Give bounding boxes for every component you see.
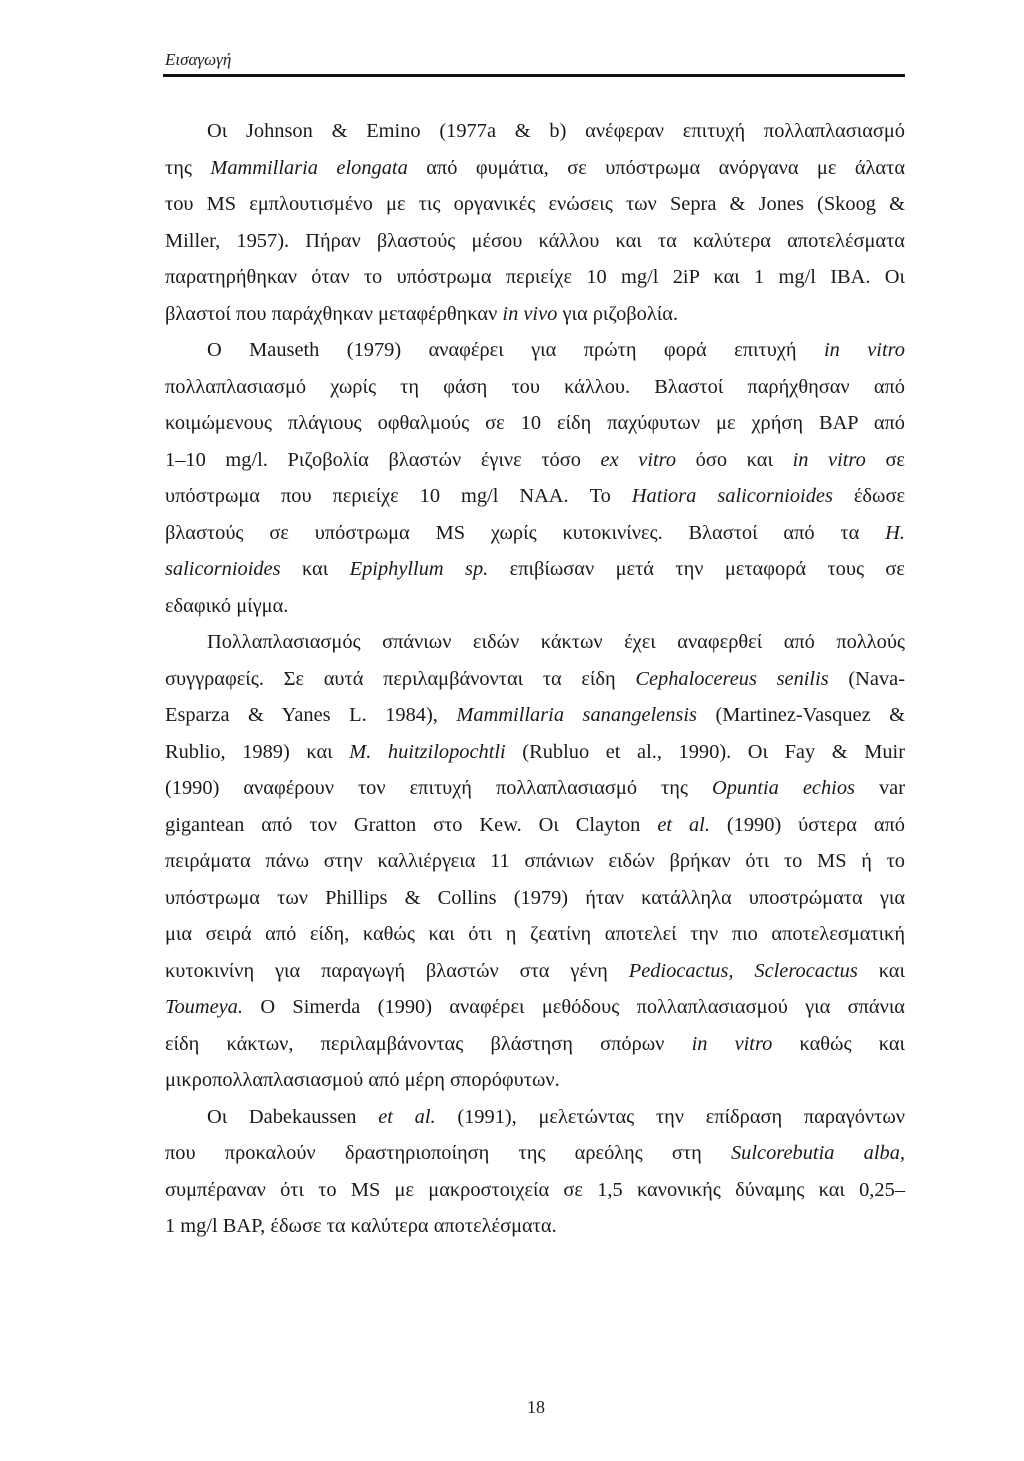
text-segment: 1–10 mg/l. Ριζοβολία βλαστών έγινε τόσο (165, 448, 601, 471)
text-line (165, 661, 905, 698)
document-body (165, 113, 905, 1245)
text-line (165, 1208, 905, 1245)
text-line (165, 697, 905, 734)
text-segment: συγγραφείς. Σε αυτά περιλαμβάνονται τα είδη (165, 667, 636, 690)
text-segment: του MS εμπλουτισμένο με τις οργανικές ενώσεις των Sepra & Jones (Skoog & (165, 193, 905, 215)
text-segment: σε (865, 448, 905, 471)
paragraph (165, 624, 905, 1099)
text-line (165, 259, 905, 296)
text-segment: 1 mg/l BAP, έδωσε τα καλύτερα αποτελέσματα. (165, 1215, 557, 1237)
italic-text: in vitro (792, 448, 866, 471)
text-line (165, 150, 905, 187)
text-line (165, 515, 905, 552)
text-segment: όσο και (676, 448, 793, 471)
text-segment: παρατηρήθηκαν όταν το υπόστρωμα περιείχε 10 mg/l 2iP και 1 mg/l IBA. Οι (165, 266, 905, 288)
text-segment: και (280, 558, 350, 580)
italic-text: Hatiora salicornioides (631, 485, 833, 507)
text-line (165, 989, 905, 1026)
text-line (165, 1135, 905, 1172)
text-segment: Πολλαπλασιασμός σπάνιων ειδών κάκτων έχει αναφερθεί από πολλούς (207, 631, 905, 653)
italic-text: Epiphyllum sp. (349, 558, 489, 580)
text-segment: που προκαλούν δραστηριοποίηση της αρεόλης στη (165, 1142, 731, 1164)
italic-text: in vitro (823, 339, 905, 361)
text-segment: της (165, 156, 211, 179)
italic-text: Toumeya. (165, 996, 243, 1018)
text-line (165, 807, 905, 844)
section-header-title: Εισαγωγή (165, 50, 232, 69)
text-segment: var (854, 777, 906, 799)
page-number: 18 (527, 1397, 545, 1417)
text-line (165, 442, 905, 479)
italic-text: H. (885, 521, 905, 544)
text-line (165, 186, 905, 223)
text-line (165, 1099, 905, 1136)
text-segment: κοιμώμενους πλάγιους οφθαλμούς σε 10 είδη παχύφυτων με χρήση BAP από (165, 412, 905, 434)
text-segment: (Nava- (828, 667, 905, 690)
text-segment: Rublio, 1989) και (165, 740, 350, 763)
text-line (165, 296, 905, 333)
text-segment: και (857, 959, 905, 982)
text-segment: είδη κάκτων, περιλαμβάνοντας βλάστηση σπόρων (165, 1032, 692, 1055)
text-line (165, 916, 905, 953)
text-segment: συμπέραναν ότι το MS με μακροστοιχεία σε 1,5 κανονικής δύναμης και 0,25– (165, 1178, 905, 1201)
italic-text: Cephalocereus senilis (635, 667, 829, 690)
italic-text: Mammillaria elongata (210, 156, 408, 179)
text-segment: Esparza & Yanes L. 1984), (165, 704, 457, 726)
text-segment: πειράματα πάνω στην καλλιέργεια 11 σπάνιων ειδών βρήκαν ότι το MS ή το (165, 850, 905, 872)
text-segment: (1990) αναφέρουν τον επιτυχή πολλαπλασιασμό της (165, 777, 713, 799)
italic-text: Sulcorebutia alba, (730, 1142, 905, 1164)
text-segment: κυτοκινίνη για παραγωγή βλαστών στα γένη (165, 959, 629, 982)
text-line (165, 880, 905, 917)
text-segment: Ο Simerda (1990) αναφέρει μεθόδους πολλαπλασιασμού για σπάνια (242, 996, 905, 1018)
text-line (165, 734, 905, 771)
text-segment: έδωσε (832, 485, 906, 507)
text-segment: πολλαπλασιασμό χωρίς τη φάση του κάλλου. Βλαστοί παρήχθησαν από (165, 375, 905, 398)
text-line (165, 588, 905, 625)
text-segment: υπόστρωμα που περιείχε 10 mg/l NAA. Το (165, 485, 632, 507)
text-segment: επιβίωσαν μετά την μεταφορά τους σε (488, 558, 905, 580)
text-line (165, 1026, 905, 1063)
text-line (165, 223, 905, 260)
text-segment: Ο Mauseth (1979) αναφέρει για πρώτη φορά επιτυχή (207, 339, 824, 361)
italic-text: Opuntia echios (712, 777, 855, 799)
text-line (165, 770, 905, 807)
text-segment: καθώς και (772, 1032, 905, 1055)
italic-text: in vitro (691, 1032, 773, 1055)
text-segment: μια σειρά από είδη, καθώς και ότι η ζεατίνη αποτελεί την πιο αποτελεσματική (165, 923, 905, 945)
text-segment: Οι Johnson & Emino (1977a & b) ανέφεραν επιτυχή πολλαπλασιασμό (207, 120, 905, 142)
italic-text: in vivo (502, 302, 558, 325)
italic-text: salicornioides (165, 558, 281, 580)
header-divider (163, 74, 905, 77)
text-segment: Miller, 1957). Πήραν βλαστούς μέσου κάλλου και τα καλύτερα αποτελέσματα (165, 229, 905, 252)
italic-text: M. huitzilopochtli (349, 740, 506, 763)
text-line (165, 953, 905, 990)
italic-text: Mammillaria sanangelensis (456, 704, 697, 726)
paragraph (165, 113, 905, 332)
text-line (165, 1062, 905, 1099)
text-line (165, 551, 905, 588)
text-segment: βλαστούς σε υπόστρωμα MS χωρίς κυτοκινίνες. Βλαστοί από τα (165, 521, 886, 544)
text-segment: Οι Dabekaussen (207, 1105, 379, 1128)
paragraph (165, 1099, 905, 1245)
italic-text: et al. (657, 813, 710, 836)
text-line (165, 624, 905, 661)
text-line (165, 332, 905, 369)
text-segment: βλαστοί που παράχθηκαν μεταφέρθηκαν (165, 302, 503, 325)
text-line (165, 478, 905, 515)
paragraph (165, 332, 905, 624)
text-segment: (Rubluo et al., 1990). Οι Fay & Muir (505, 740, 905, 763)
text-segment: για ριζοβολία. (557, 302, 678, 325)
text-segment: μικροπολλαπλασιασμού από μέρη σπορόφυτων. (165, 1069, 560, 1091)
italic-text: ex vitro (600, 448, 677, 471)
text-line (165, 1172, 905, 1209)
text-line (165, 369, 905, 406)
text-segment: από φυμάτια, σε υπόστρωμα ανόργανα με άλατα (407, 156, 905, 179)
text-segment: εδαφικό μίγμα. (165, 594, 289, 617)
italic-text: et al. (378, 1105, 436, 1128)
text-segment: (Martinez-Vasquez & (696, 704, 905, 726)
text-segment: υπόστρωμα των Phillips & Collins (1979) ήταν κατάλληλα υποστρώματα για (165, 886, 905, 909)
text-line (165, 405, 905, 442)
text-line (165, 113, 905, 150)
text-line (165, 843, 905, 880)
text-segment: (1991), μελετώντας την επίδραση παραγόντων (435, 1105, 905, 1128)
text-segment: gigantean από τον Gratton στο Kew. Οι Clayton (165, 813, 658, 836)
italic-text: Pediocactus, Sclerocactus (628, 959, 858, 982)
text-segment: (1990) ύστερα από (709, 813, 905, 836)
